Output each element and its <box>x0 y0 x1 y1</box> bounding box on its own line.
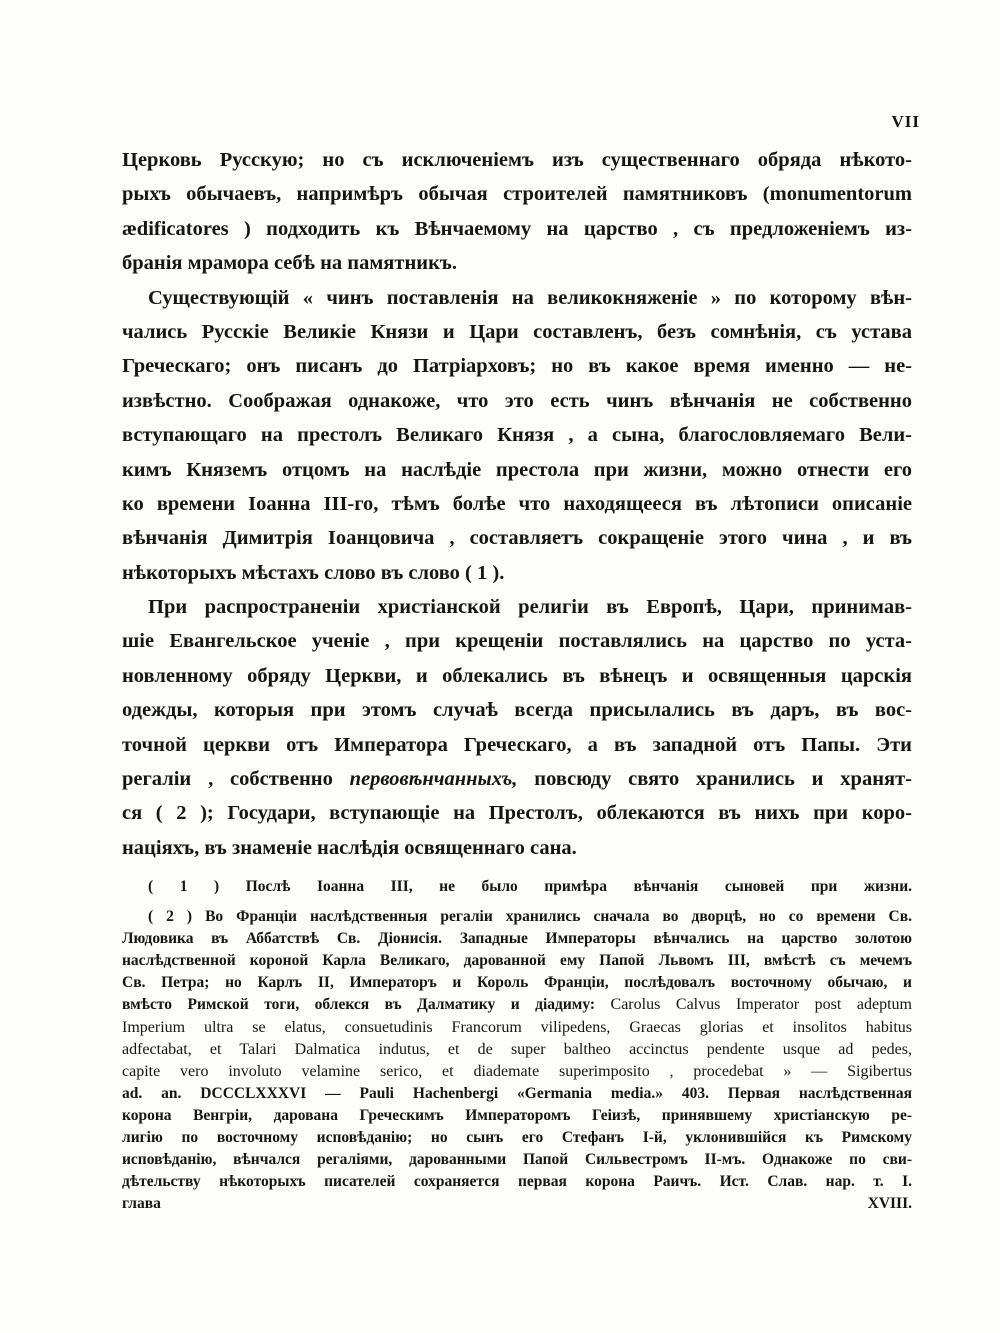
footnote-line: Людовика въ Аббатствѣ Св. Діонисія. Западные Императоры вѣнчались на царство золотою <box>122 930 912 948</box>
footnote-line: исповѣданію, вѣнчался регаліями, дарованными Папой Сильвестромъ II-мъ. Однакоже по сви- <box>122 1151 912 1169</box>
body-line: Существующій « чинъ поставленія на великокняженіе » по которому вѣн- <box>148 286 912 309</box>
body-line: ædificatores ) подходить къ Вѣнчаемому на царство , съ предложеніемъ из- <box>122 217 912 240</box>
body-line: шіе Евангельское ученіе , при крещеніи поставлялись на царство по уста- <box>122 630 912 653</box>
footnotes <box>122 876 912 1215</box>
body-text <box>122 143 912 865</box>
body-line-segment: повсюду свято хранились и хранят- <box>534 768 912 791</box>
footnote-1 <box>122 876 912 898</box>
body-line: ко времени Іоанна III-го, тѣмъ болѣе что находящееся въ лѣтописи описаніе <box>122 492 912 515</box>
footnote-line <box>122 906 912 928</box>
body-line: нѣкоторыхъ мѣстахъ слово въ слово ( 1 ). <box>122 561 505 584</box>
footnote-line <box>122 994 912 1016</box>
footnote-text: Послѣ Іоанна III, не было примѣра вѣнчанія сыновей при жизни. <box>245 878 912 895</box>
body-line: новленному обряду Церкви, и облекались въ вѣнецъ и освященныя царскія <box>122 664 912 687</box>
body-line: Церковь Русскую; но съ исключеніемъ изъ существеннаго обряда нѣкото- <box>122 149 912 171</box>
body-line <box>122 762 912 796</box>
latin-quote-line: Imperium ultra se elatus, consuetudinis Francorum vilipedens, Graecas glorias et insolitos habitus <box>122 1018 912 1036</box>
latin-quote-line: adfectabat, et Talari Dalmatica indutus, et de super baltheo accinctus pendente usque ad pedes, <box>122 1040 912 1058</box>
body-line: точной церкви отъ Императора Греческаго, а въ западной отъ Папы. Эти <box>122 733 912 756</box>
footnote-line: лигію по восточному исповѣданію; но сынъ его Стефанъ І-й, уклонившійся къ Римскому <box>122 1129 912 1147</box>
footnote-text: Во Франціи наслѣдственныя регаліи хранились сначала во дворцѣ, но со времени Св. <box>205 908 912 926</box>
latin-quote-line: capite vero involuto velamine serico, et diademate superimposito , procedebat » — Sigibertus <box>122 1062 912 1080</box>
footnote-line: дѣтельству нѣкоторыхъ писателей сохраняется первая корона Раичъ. Ист. Слав. нар. т. I. <box>122 1173 912 1191</box>
body-line: кимъ Княземъ отцомъ на наслѣдіе престола при жизни, можно отнести его <box>122 458 912 481</box>
footnote-marker: ( 1 ) <box>148 878 220 895</box>
body-line: вѣнчанія Димитрія Іоанцовича , составляетъ сокращеніе этого чина , и въ <box>122 527 912 550</box>
footnote-line: глава XVIII. <box>122 1195 912 1213</box>
footnote-line: Св. Петра; но Карлъ II, Императоръ и Король Франціи, послѣдовалъ восточному обычаю, и <box>122 974 912 992</box>
body-line: націяхъ, въ знаменіе наслѣдія освященнаго сана. <box>122 836 577 859</box>
body-line: бранія мрамора себѣ на памятникъ. <box>122 252 457 275</box>
body-line: При распространеніи христіанской религіи въ Европѣ, Цари, принимав- <box>148 596 912 619</box>
body-line: Греческаго; онъ писанъ до Патріарховъ; но въ какое время именно — не- <box>122 355 912 378</box>
body-line: чались Русскіе Великіе Князи и Цари составленъ, безъ сомнѣнія, съ устава <box>122 320 912 343</box>
body-line-segment: регаліи , собственно <box>122 768 333 791</box>
footnote-2 <box>122 906 912 1215</box>
footnote-line <box>122 1083 912 1105</box>
body-line: одежды, которыя при этомъ случаѣ всегда присылались въ даръ, въ вос- <box>122 699 912 722</box>
latin-quote: Carolus Calvus Imperator post adeptum <box>610 996 912 1014</box>
body-line: вступающаго на престолъ Великаго Князя , а сына, благословляемаго Вели- <box>122 424 912 447</box>
body-line: извѣстно. Соображая однакоже, что это есть чинъ вѣнчанія не собственно <box>122 389 912 412</box>
footnote-line: наслѣдственной короной Карла Великаго, дарованной ему Папой Львомъ III, вмѣстѣ съ мечемъ <box>122 952 912 970</box>
footnote-text: вмѣсто Римской тоги, облекся въ Далматику и діадиму: <box>122 996 596 1014</box>
page-number: VII <box>891 112 920 131</box>
italic-term: первовѣнчанныхъ, <box>349 768 518 791</box>
citation: ad. an. DCCCLXXXVI — Pauli Hachenbergi «Germania media.» 403. <box>122 1084 709 1102</box>
body-line: рыхъ обычаевъ, напримѣръ обычая строителей памятниковъ (monumentorum <box>122 183 912 206</box>
footnote-line: корона Венгріи, дарована Греческимъ Императоромъ Геіизѣ, принявшему христіанскую ре- <box>122 1106 912 1124</box>
footnote-marker: ( 2 ) <box>148 908 193 926</box>
body-line: ся ( 2 ); Государи, вступающіе на Престолъ, облекаются въ нихъ при коро- <box>122 802 912 825</box>
footnote-text: Первая наслѣдственная <box>727 1084 912 1102</box>
